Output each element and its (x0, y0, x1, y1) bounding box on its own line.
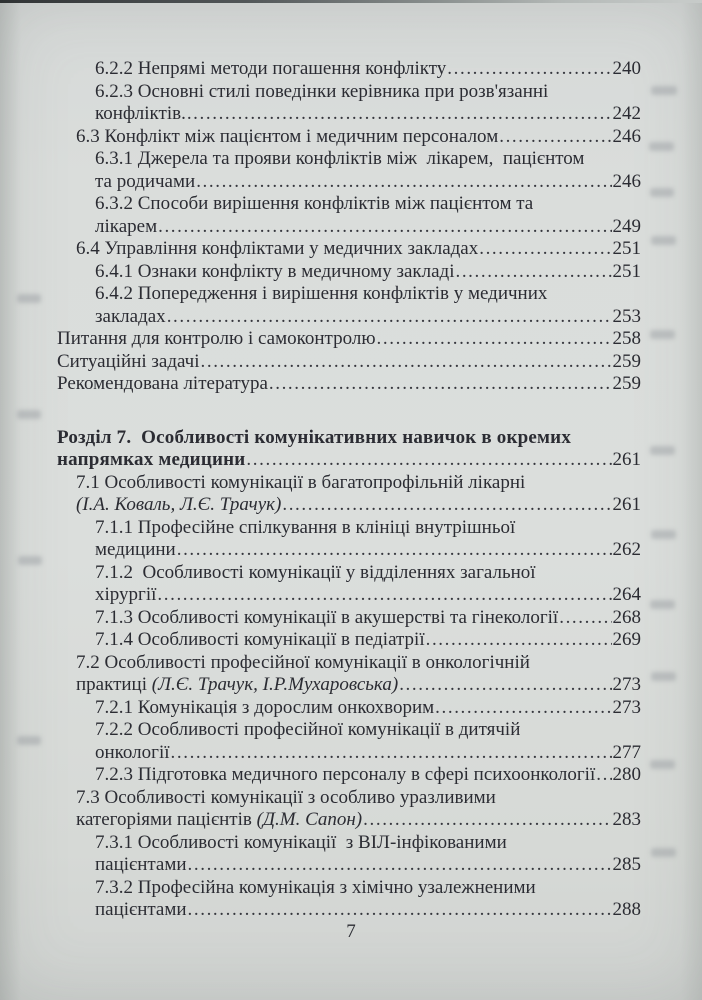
toc-entry-text: 7.2.1 Комунікація з дорослим онкохворим (95, 696, 435, 718)
toc-dot-leader (171, 742, 612, 765)
toc-entry-line (95, 697, 641, 720)
toc-page-number: 261 (612, 449, 641, 470)
toc-dot-leader (188, 899, 612, 922)
toc-page-number: 258 (612, 328, 641, 349)
scan-top-edge-artifact (0, 0, 702, 3)
bleedthrough-mark (17, 410, 41, 419)
toc-entry (57, 238, 641, 261)
bleedthrough-mark (650, 600, 675, 609)
toc-dot-leader (188, 854, 612, 877)
toc-entry-text: Ситуаційні задачі (57, 350, 200, 372)
toc-entry-text: (І.А. Коваль, Л.Є. Трачук) (76, 494, 282, 515)
toc-dot-leader (167, 306, 612, 329)
toc-page-number: 249 (612, 215, 641, 237)
toc-entry-text: 7.2 Особливості професійної комунікації в онкологічній (76, 651, 530, 673)
toc-page-number: 285 (612, 854, 641, 875)
toc-entry-line (95, 148, 641, 171)
toc-entry (57, 193, 641, 238)
toc-entry (57, 517, 641, 562)
toc-dot-leader (377, 328, 612, 351)
toc-entry (57, 328, 641, 351)
toc-entry-line (95, 899, 641, 922)
toc-entry-text: 7.2.2 Особливості професійної комунікації в дитячій (95, 719, 521, 740)
toc-entry-text: Розділ 7. Особливості комунікативних навичок в окремих (57, 426, 572, 448)
toc-list (57, 58, 641, 922)
toc-entry-line (95, 81, 641, 104)
toc-dot-leader (499, 126, 611, 149)
toc-dot-leader (479, 238, 611, 261)
toc-entry-text: 6.4.2 Попередження і вирішення конфліктів у медичних (95, 283, 548, 304)
toc-page-number: 268 (612, 606, 641, 628)
toc-page-number: 262 (612, 539, 641, 560)
toc-entry-line (95, 261, 641, 284)
bleedthrough-mark (650, 446, 675, 455)
toc-page-number: 240 (612, 58, 641, 79)
bleedthrough-mark (651, 672, 676, 681)
bleedthrough-mark (650, 760, 675, 769)
toc-entry (57, 719, 641, 764)
toc-page-number: 264 (612, 584, 641, 605)
toc-entry-line (95, 193, 641, 216)
toc-dot-leader (596, 764, 611, 787)
toc-dot-leader (399, 674, 611, 697)
toc-dot-leader (559, 607, 611, 630)
toc-entry (57, 427, 641, 472)
toc-entry-text: конфліктів. (95, 103, 186, 124)
toc-entry-text: лікарем (95, 215, 158, 237)
toc-page-number: 259 (612, 350, 641, 372)
toc-entry-line (95, 854, 641, 877)
toc-page-number: 251 (612, 238, 641, 259)
toc-entry-text: Питання для контролю і самоконтролю (57, 328, 376, 349)
toc-entry (57, 373, 641, 396)
toc-entry-line (95, 171, 641, 194)
bleedthrough-mark (650, 330, 675, 339)
toc-entry-line (95, 832, 641, 855)
toc-entry-text: 7.3.1 Особливості комунікації з ВІЛ-інфікованими (95, 831, 507, 853)
bleedthrough-mark (18, 556, 42, 565)
toc-page-number: 259 (612, 373, 641, 394)
toc-entry (57, 629, 641, 652)
toc-entry-text: 7.1.3 Особливості комунікації в акушерстві та гінекології (95, 606, 559, 628)
bleedthrough-mark (651, 86, 677, 95)
toc-dot-leader (196, 171, 611, 194)
toc-entry-line (57, 373, 641, 396)
toc-entry-text: онкології (95, 741, 170, 763)
toc-entry (57, 58, 641, 81)
toc-page-number: 261 (612, 494, 641, 515)
toc-entry (57, 351, 641, 374)
toc-dot-leader (187, 103, 612, 126)
toc-entry-line (95, 58, 641, 81)
toc-entry (57, 832, 641, 877)
toc-entry-text: 7.2.3 Підготовка медичного персоналу в сфері психоонкології (95, 764, 596, 785)
bleedthrough-mark (651, 236, 676, 245)
toc-page-number: 283 (612, 809, 641, 830)
bleedthrough-mark (17, 294, 41, 303)
toc-entry-line (95, 539, 641, 562)
toc-entry-text: 6.4 Управління конфліктами у медичних закладах (76, 238, 479, 259)
toc-page-number: 269 (612, 629, 641, 650)
toc-entry (57, 148, 641, 193)
bleedthrough-mark (651, 848, 676, 857)
toc-entry-text: 6.2.3 Основні стилі поведінки керівника при розв'язанні (95, 80, 549, 102)
toc-dot-leader (158, 216, 611, 239)
toc-dot-leader (269, 373, 612, 396)
toc-page-number: 242 (612, 103, 641, 124)
toc-entry-text: 7.1.2 Особливості комунікації у відділеннях загальної (95, 561, 536, 583)
toc-entry-line (57, 427, 641, 450)
toc-entry-line (76, 652, 641, 675)
toc-entry-line (95, 103, 641, 126)
toc-entry (57, 283, 641, 328)
toc-entry-text: закладах (95, 305, 166, 327)
toc-entry-line (76, 787, 641, 810)
toc-entry-line (95, 306, 641, 329)
toc-entry (57, 81, 641, 126)
toc-entry-line (76, 126, 641, 149)
toc-entry-line (95, 877, 641, 900)
toc-entry-text: категоріями пацієнтів (Д.М. Сапон) (76, 809, 363, 830)
toc-page-number: 280 (612, 764, 641, 785)
toc-entry (57, 562, 641, 607)
toc-entry-line (57, 351, 641, 374)
toc-entry (57, 126, 641, 149)
toc-dot-leader (455, 261, 611, 284)
toc-entry (57, 472, 641, 517)
toc-dot-leader (157, 584, 611, 607)
bleedthrough-mark (651, 530, 676, 539)
toc-entry-text: 6.2.2 Непрямі методи погашення конфлікту (95, 58, 447, 79)
toc-entry-line (95, 283, 641, 306)
toc-entry-text: 6.4.1 Ознаки конфлікту в медичному закладі (95, 260, 455, 282)
bleedthrough-mark (650, 188, 674, 197)
toc-entry (57, 697, 641, 720)
toc-entry-text: 7.3.2 Професійна комунікація з хімічно узалежненими (95, 876, 536, 898)
toc-entry-line (95, 719, 641, 742)
toc-entry (57, 652, 641, 697)
bleedthrough-mark (17, 736, 41, 745)
toc-dot-leader (282, 494, 611, 517)
toc-entry-line (76, 809, 641, 832)
page-footer-number: 7 (346, 921, 356, 942)
toc-entry-line (76, 674, 641, 697)
toc-page-number: 251 (612, 260, 641, 282)
toc-entry-line (95, 584, 641, 607)
toc-entry-text: 7.1.1 Професійне спілкування в клініці внутрішньої (95, 516, 516, 538)
toc-entry-line (76, 494, 641, 517)
toc-entry-text: та родичами (95, 170, 196, 192)
toc-entry (57, 877, 641, 922)
toc-entry-line (95, 764, 641, 787)
toc-dot-leader (435, 697, 611, 720)
toc-entry-line (76, 472, 641, 495)
toc-entry-text: 6.3 Конфлікт між пацієнтом і медичним персоналом (76, 125, 499, 147)
toc-entry-line (95, 629, 641, 652)
toc-entry-line (95, 742, 641, 765)
toc-page-number: 246 (612, 170, 641, 192)
toc-entry-text: 7.1.4 Особливості комунікації в педіатрії (95, 629, 425, 650)
toc-dot-leader (363, 809, 611, 832)
toc-entry-text: практиці (Л.Є. Трачук, І.Р.Мухаровська) (76, 674, 399, 695)
toc-page-number: 246 (612, 125, 641, 147)
toc-page-number: 273 (612, 696, 641, 718)
toc-entry-line (76, 238, 641, 261)
toc-entry-text: медицини (95, 539, 176, 560)
toc-entry-line (95, 216, 641, 239)
toc-entry-line (95, 517, 641, 540)
toc-dot-leader (426, 629, 612, 652)
toc-dot-leader (177, 539, 612, 562)
toc-entry-text: 7.3 Особливості комунікації з особливо уразливими (76, 786, 496, 808)
toc-page-number: 253 (612, 305, 641, 327)
toc-dot-leader (201, 351, 612, 374)
toc-entry (57, 261, 641, 284)
toc-entry-text: 6.3.2 Способи вирішення конфліктів між пацієнтом та (95, 193, 534, 214)
toc-entry-text: пацієнтами (95, 854, 187, 875)
bleedthrough-mark (649, 142, 674, 151)
toc-dot-leader (447, 58, 611, 81)
toc-entry (57, 607, 641, 630)
toc-entry-text: пацієнтами (95, 899, 187, 920)
toc-entry-text: Рекомендована література (57, 373, 268, 394)
toc-entry-text: 6.3.1 Джерела та прояви конфліктів між лікарем, пацієнтом (95, 148, 585, 169)
toc-page-number: 273 (612, 674, 641, 695)
toc-entry (57, 764, 641, 787)
toc-entry (57, 787, 641, 832)
toc-dot-leader (246, 449, 611, 472)
toc-entry-text: напрямках медицини (57, 449, 246, 470)
toc-page-number: 277 (612, 741, 641, 763)
toc-entry-line (95, 607, 641, 630)
toc-entry-text: 7.1 Особливості комунікації в багатопрофільній лікарні (76, 471, 526, 493)
toc-entry-text: хірургії (95, 584, 157, 605)
toc-entry-line (95, 562, 641, 585)
toc-entry-line (57, 449, 641, 472)
toc-page-number: 288 (612, 899, 641, 920)
toc-entry-line (57, 328, 641, 351)
